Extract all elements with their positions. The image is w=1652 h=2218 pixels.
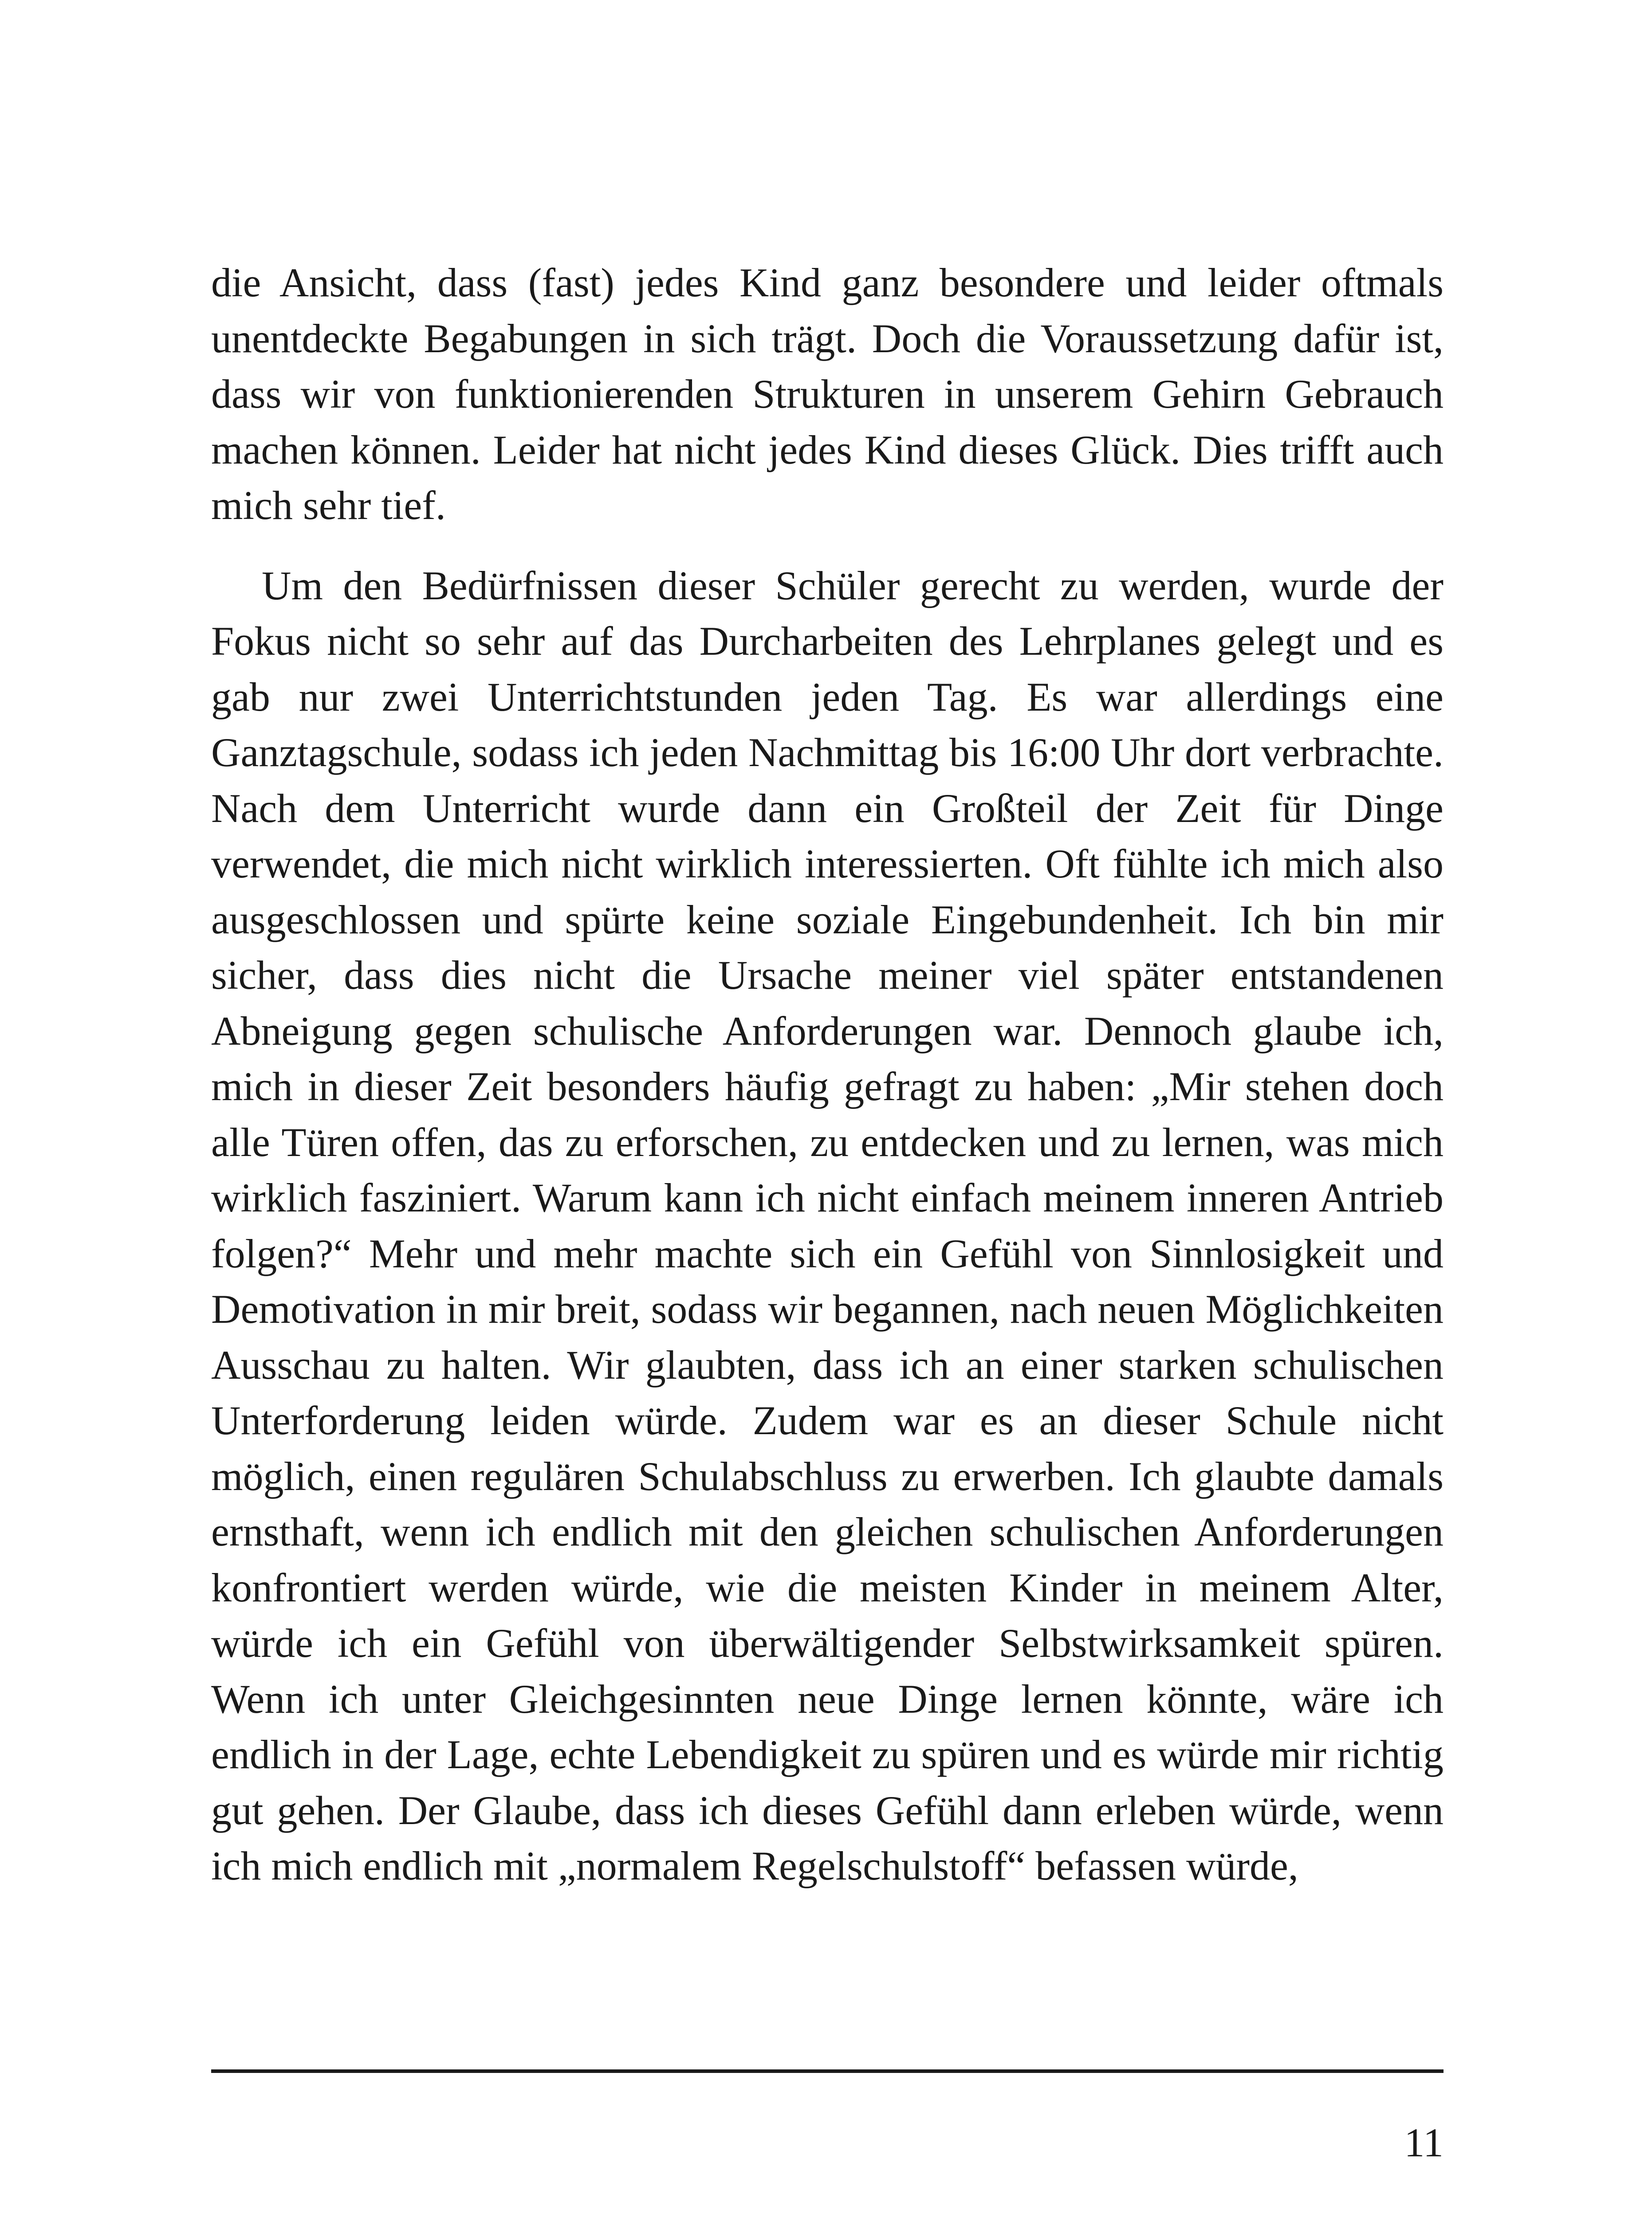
footer-rule bbox=[211, 2069, 1444, 2073]
paragraph-2: Um den Bedürfnissen dieser Schüler gerecht zu werden, wurde der Fokus nicht so sehr auf das Durcharbeiten des Lehrplanes gelegt und es gab nur zwei Unterrichtstunden jeden Tag. Es war allerdings eine Ganztagschule, sodass ich jeden Nachmittag bis 16:00 Uhr dort verbrachte. Nach dem Unterricht wurde dann ein Großteil der Zeit für Dinge verwendet, die mich nicht wirklich interessierten. Oft fühlte ich mich also ausgeschlossen und spürte keine soziale Eingebundenheit. Ich bin mir sicher, dass dies nicht die Ursache meiner viel später entstandenen Abneigung gegen schulische Anforderungen war. Dennoch glaube ich, mich in dieser Zeit besonders häufig gefragt zu haben: „Mir stehen doch alle Türen offen, das zu erforschen, zu entdecken und zu lernen, was mich wirklich fasziniert. Warum kann ich nicht einfach meinem inneren Antrieb folgen?“ Mehr und mehr machte sich ein Gefühl von Sinnlosigkeit und Demotivation in mir breit, sodass wir begannen, nach neuen Möglichkeiten Ausschau zu halten. Wir glaubten, dass ich an einer starken schulischen Unterforderung leiden würde. Zudem war es an dieser Schule nicht möglich, einen regulären Schulabschluss zu erwerben. Ich glaubte damals ernsthaft, wenn ich endlich mit den gleichen schulischen Anforderungen konfrontiert werden würde, wie die meisten Kinder in meinem Alter, würde ich ein Gefühl von überwältigender Selbstwirksamkeit spüren. Wenn ich unter Gleichgesinnten neue Dinge lernen könnte, wäre ich endlich in der Lage, echte Lebendigkeit zu spüren und es würde mir richtig gut gehen. Der Glaube, dass ich dieses Gefühl dann erleben würde, wenn ich mich endlich mit „normalem Regelschulstoff“ befassen würde, bbox=[211, 562, 1444, 1888]
paragraph-1: die Ansicht, dass (fast) jedes Kind ganz besondere und leider oftmals unentdeckte Begabungen in sich trägt. Doch die Voraussetzung dafür ist, dass wir von funktionierenden Strukturen in unserem Gehirn Gebrauch machen können. Leider hat nicht jedes Kind dieses Glück. Dies trifft auch mich sehr tief. bbox=[211, 260, 1444, 528]
page-number: 11 bbox=[1404, 2120, 1444, 2165]
body-text bbox=[211, 255, 1444, 1894]
